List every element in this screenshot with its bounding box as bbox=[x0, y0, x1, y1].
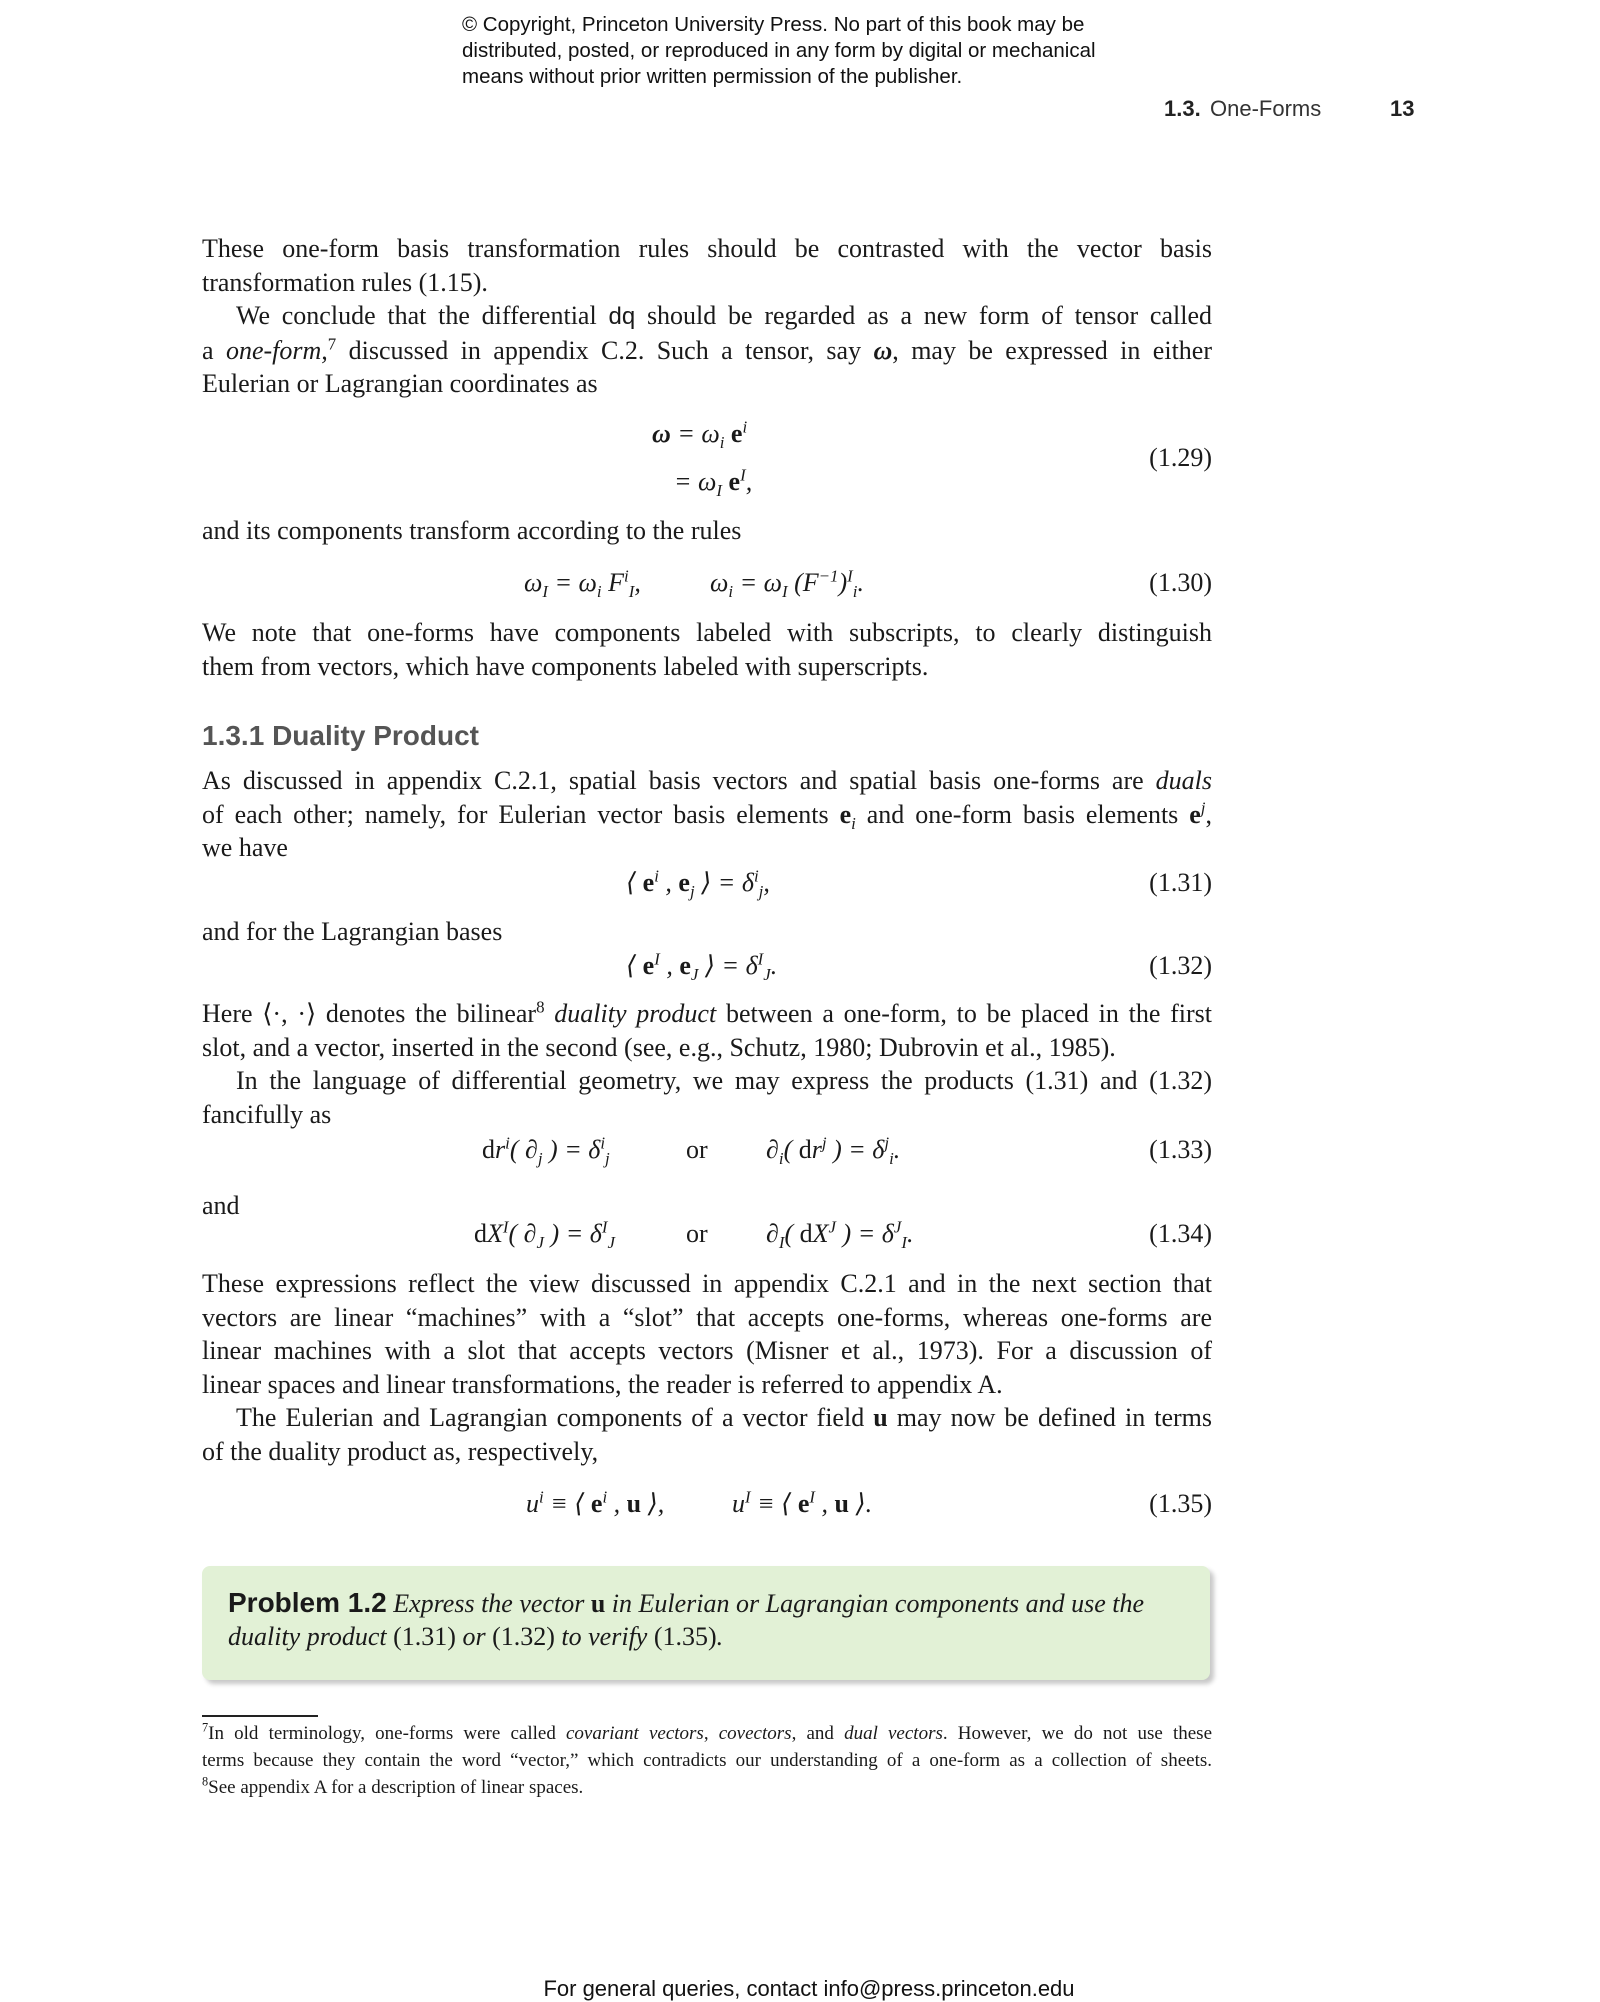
paragraph bbox=[202, 1267, 1212, 1401]
text-line: linear spaces and linear transformations, the reader is referred to appendix A. bbox=[202, 1369, 1003, 1399]
math-expression: $\partial_I$( $dX^J$ ) = $\delta^J_I$. bbox=[766, 1217, 914, 1253]
paragraph bbox=[202, 299, 1212, 401]
footnote-ref: 7 bbox=[327, 333, 337, 353]
footnote-rule bbox=[202, 1715, 318, 1717]
equation-number: (1.29) bbox=[1149, 443, 1212, 472]
text-line: of each other; namely, for Eulerian vector basis elements $e_i$ and one-form basis elements $e^j$, bbox=[202, 797, 1212, 833]
math-expression: $u^I$ ≡ ⟨ $e^I$ , u ⟩. bbox=[732, 1487, 873, 1518]
equation-number: (1.35) bbox=[1149, 1489, 1212, 1518]
text-line: and its components transform according to the rules bbox=[202, 516, 742, 545]
page-number: 13 bbox=[1390, 96, 1415, 121]
footnote-line: $^7$In old terminology, one-forms were called covariant vectors, covectors, and dual vectors. However, we do not use these bbox=[202, 1720, 1212, 1744]
text-line: These one-form basis transformation rules should be contrasted with the vector basis bbox=[202, 234, 1212, 263]
text-line: In the language of differential geometry, we may express the products (1.31) and (1.32) bbox=[236, 1066, 1212, 1095]
equation-number: (1.34) bbox=[1149, 1219, 1212, 1248]
text-line: These expressions reflect the view discussed in appendix C.2.1 and in the next section that bbox=[202, 1269, 1212, 1298]
math-omega: ω bbox=[873, 335, 893, 365]
equation-number: (1.31) bbox=[1149, 868, 1212, 897]
text-line: slot, and a vector, inserted in the second (see, e.g., Schutz, 1980; Dubrovin et al., 1985). bbox=[202, 1032, 1116, 1062]
contact-text: For general queries, contact info@press.princeton.edu bbox=[543, 1976, 1075, 2001]
section-number: 1.3. bbox=[1164, 96, 1201, 121]
text-line: linear machines with a slot that accepts vectors (Misner et al., 1973). For a discussion of bbox=[202, 1336, 1212, 1365]
equation-number: (1.32) bbox=[1149, 951, 1212, 980]
problem-text: Problem 1.2 Express the vector u in Eulerian or Lagrangian components and use the duality product (1.31) or (1.32) to verify (1.35). bbox=[228, 1587, 1145, 1651]
text-line: fancifully as bbox=[202, 1099, 332, 1129]
or-word: or bbox=[686, 1219, 708, 1248]
paragraph bbox=[202, 915, 1212, 949]
equation bbox=[202, 565, 1212, 601]
footnote-ref: 8 bbox=[536, 997, 545, 1017]
math-expression: $\omega = \omega_i$ $e^i$ bbox=[652, 417, 748, 453]
math-expression: ⟨ $e^i$ , $e_j$ ⟩ = $\delta^i_j$, bbox=[626, 866, 770, 902]
math-expression: $u^i$ ≡ ⟨ $e^i$ , u ⟩, bbox=[526, 1487, 665, 1518]
or-word: or bbox=[686, 1135, 708, 1164]
text-line: we have bbox=[202, 833, 288, 862]
section-title: One-Forms bbox=[1210, 96, 1322, 121]
copyright-line: © Copyright, Princeton University Press. No part of this book may be bbox=[462, 13, 1085, 36]
copyright-notice bbox=[462, 12, 1222, 90]
heading-number: 1.3.1 bbox=[202, 720, 265, 751]
footnotes bbox=[202, 1720, 1212, 1801]
text-line: them from vectors, which have components labeled with superscripts. bbox=[202, 651, 929, 681]
text-line: a one-form,$^7$ discussed in appendix C.2. Such a tensor, say ω, may be expressed in either bbox=[202, 333, 1212, 365]
text-line: transformation rules (1.15). bbox=[202, 267, 488, 297]
text-line: Eulerian or Lagrangian coordinates as bbox=[202, 369, 598, 398]
math-expression: ⟨ $e^I$ , $e_J$ ⟩ = $\delta^I_J$. bbox=[626, 949, 778, 985]
text-line: and bbox=[202, 1191, 240, 1220]
contact-footer bbox=[0, 1976, 1600, 2002]
equation bbox=[202, 1132, 1212, 1168]
paragraph bbox=[202, 997, 1212, 1064]
math-expression: $dr^i$( $\partial_j$ ) = $\delta^i_j$ bbox=[482, 1133, 610, 1169]
text-line: As discussed in appendix C.2.1, spatial basis vectors and spatial basis one-forms are duals bbox=[202, 766, 1212, 795]
equation bbox=[202, 948, 1212, 984]
text-line: and for the Lagrangian bases bbox=[202, 917, 503, 946]
paragraph bbox=[202, 514, 1212, 548]
paragraph bbox=[202, 232, 1212, 299]
math-expression: $\partial_i$( $dr^j$ ) = $\delta^j_i$. bbox=[766, 1133, 901, 1169]
equation-number: (1.30) bbox=[1149, 568, 1212, 597]
footnote-line: terms because they contain the word “vector,” which contradicts our understanding of a one-form as a collection of sheets. bbox=[202, 1750, 1212, 1771]
text-line: The Eulerian and Lagrangian components of a vector field u may now be defined in terms bbox=[236, 1403, 1212, 1432]
math-dq: dq bbox=[608, 303, 636, 330]
heading-title: Duality Product bbox=[272, 720, 479, 751]
math-expression: $\omega_i = \omega_I$ $(F^{-1})^I_i$. bbox=[710, 566, 864, 602]
paragraph bbox=[202, 764, 1212, 865]
text-line: of the duality product as, respectively, bbox=[202, 1436, 599, 1466]
problem-box bbox=[202, 1566, 1210, 1680]
equation-number: (1.33) bbox=[1149, 1135, 1212, 1164]
text-line: We note that one-forms have components labeled with subscripts, to clearly distinguish bbox=[202, 618, 1212, 647]
equation bbox=[202, 1486, 1212, 1522]
text-line: vectors are linear “machines” with a “slot” that accepts one-forms, whereas one-forms are bbox=[202, 1302, 1212, 1332]
equation bbox=[202, 1216, 1212, 1252]
copyright-line: distributed, posted, or reproduced in any form by digital or mechanical bbox=[462, 39, 1096, 62]
equation bbox=[202, 865, 1212, 901]
math-expression: $\omega_I = \omega_i$ $F^i_I$, bbox=[524, 566, 641, 602]
problem-title: Problem 1.2 bbox=[228, 1587, 387, 1618]
paragraph bbox=[202, 1064, 1212, 1131]
math-expression: $dX^I$( $\partial_J$ ) = $\delta^I_J$ bbox=[474, 1217, 615, 1253]
paragraph bbox=[202, 1401, 1212, 1468]
footnote-line: $^8$See appendix A for a description of linear spaces. bbox=[202, 1774, 584, 1798]
paragraph bbox=[202, 616, 1212, 683]
text-line: We conclude that the differential dq should be regarded as a new form of tensor called bbox=[236, 301, 1212, 330]
text-line: Here ⟨·, ·⟩ denotes the bilinear$^8$ duality product between a one-form, to be placed in the first bbox=[202, 997, 1213, 1028]
math-expression: = $\omega_I$ $e^I$, bbox=[674, 465, 753, 501]
section-heading bbox=[202, 720, 479, 752]
copyright-line: means without prior written permission of the publisher. bbox=[462, 65, 963, 88]
equation bbox=[202, 464, 1212, 500]
